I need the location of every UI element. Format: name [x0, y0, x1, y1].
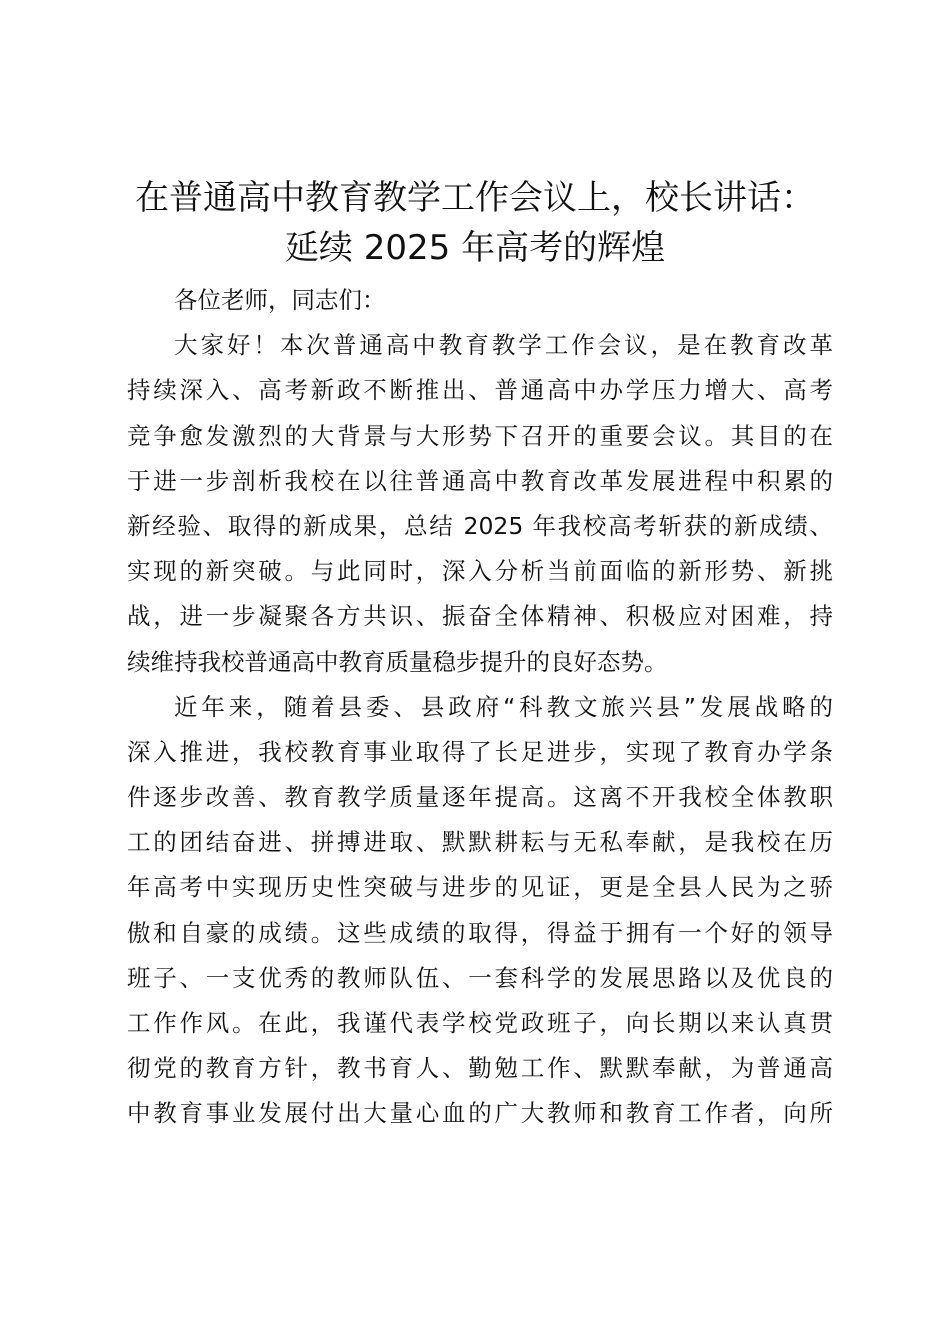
- document-title-line-1: 在普通高中教育教学工作会议上，校长讲话：: [135, 178, 815, 218]
- paragraph-2-line: 中教育事业发展付出大量心血的广大教师和教育工作者，向所: [127, 1099, 833, 1128]
- paragraph-2-line: 件逐步改善、教育教学质量逐年提高。这离不开我校全体教职: [127, 783, 833, 812]
- paragraph-2-line: 年高考中实现历史性突破与进步的见证，更是全县人民为之骄: [127, 873, 833, 902]
- paragraph-2-line: 彻党的教育方针，教书育人、勤勉工作、默默奉献，为普通高: [127, 1054, 833, 1083]
- paragraph-2-line: 工作作风。在此，我谨代表学校党政班子，向长期以来认真贯: [127, 1009, 833, 1037]
- paragraph-1-line: 大家好！本次普通高中教育教学工作会议，是在教育改革: [174, 331, 833, 360]
- salutation: 各位老师，同志们：: [174, 286, 386, 314]
- paragraph-1-line: 续维持我校普通高中教育质量稳步提升的良好态势。: [127, 647, 668, 676]
- paragraph-1-line: 于进一步剖析我校在以往普通高中教育改革发展进程中积累的: [127, 466, 833, 495]
- paragraph-2-line: 傲和自豪的成绩。这些成绩的取得，得益于拥有一个好的领导: [127, 918, 833, 947]
- paragraph-1-line: 实现的新突破。与此同时，深入分析当前面临的新形势、新挑: [127, 557, 833, 586]
- paragraph-2-line: 工的团结奋进、拼搏进取、默默耕耘与无私奉献，是我校在历: [127, 828, 833, 857]
- paragraph-1-line: 新经验、取得的新成果，总结 2025 年我校高考斩获的新成绩、: [127, 511, 833, 540]
- paragraph-1-line: 战，进一步凝聚各方共识、振奋全体精神、积极应对困难，持: [127, 602, 833, 631]
- paragraph-1-line: 竞争愈发激烈的大背景与大形势下召开的重要会议。其目的在: [127, 421, 833, 450]
- document-body: [127, 278, 833, 1137]
- document-title-line-2: 延续 2025 年高考的辉煌: [284, 228, 666, 268]
- paragraph-2-line: 班子、一支优秀的教师队伍、一套科学的发展思路以及优良的: [127, 963, 833, 992]
- paragraph-2-line: 近年来，随着县委、县政府“科教文旅兴县”发展战略的: [174, 692, 833, 721]
- paragraph-1-line: 持续深入、高考新政不断推出、普通高中办学压力增大、高考: [127, 376, 833, 405]
- paragraph-2-line: 深入推进，我校教育事业取得了长足进步，实现了教育办学条: [127, 737, 833, 766]
